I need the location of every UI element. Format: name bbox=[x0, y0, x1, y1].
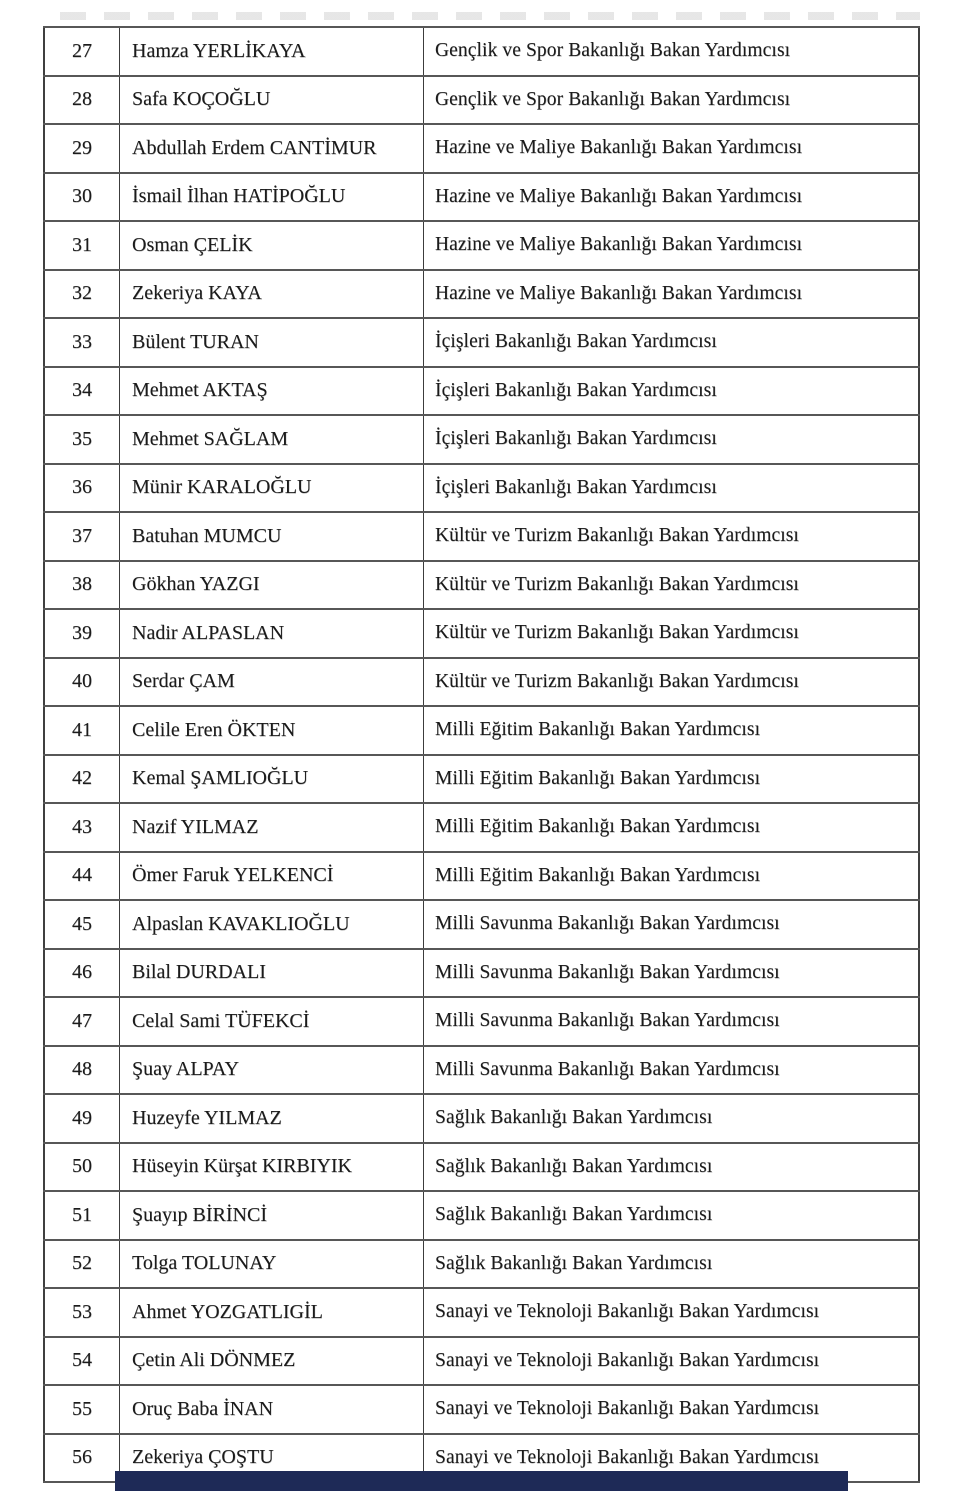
row-number-cell: 43 bbox=[44, 803, 120, 852]
title-cell: Hazine ve Maliye Bakanlığı Bakan Yardımcısı bbox=[424, 173, 920, 222]
title-cell: Gençlik ve Spor Bakanlığı Bakan Yardımcısı bbox=[424, 27, 920, 76]
row-number-cell: 37 bbox=[44, 512, 120, 561]
table-row bbox=[44, 27, 919, 76]
table-row bbox=[44, 173, 919, 222]
title-cell: Kültür ve Turizm Bakanlığı Bakan Yardımcısı bbox=[424, 561, 920, 610]
row-number-cell: 36 bbox=[44, 464, 120, 513]
row-number-cell: 31 bbox=[44, 221, 120, 270]
table-row bbox=[44, 1191, 919, 1240]
name-cell: Mehmet SAĞLAM bbox=[120, 415, 424, 464]
name-cell: Hüseyin Kürşat KIRBIYIK bbox=[120, 1143, 424, 1192]
table-row bbox=[44, 1288, 919, 1337]
row-number-cell: 53 bbox=[44, 1288, 120, 1337]
name-cell: Mehmet AKTAŞ bbox=[120, 367, 424, 416]
name-cell: Zekeriya KAYA bbox=[120, 270, 424, 319]
title-cell: Kültür ve Turizm Bakanlığı Bakan Yardımcısı bbox=[424, 658, 920, 707]
name-cell: Batuhan MUMCU bbox=[120, 512, 424, 561]
row-number-cell: 28 bbox=[44, 76, 120, 125]
name-cell: Abdullah Erdem CANTİMUR bbox=[120, 124, 424, 173]
table-row bbox=[44, 900, 919, 949]
name-cell: Hamza YERLİKAYA bbox=[120, 27, 424, 76]
title-cell: Sanayi ve Teknoloji Bakanlığı Bakan Yardımcısı bbox=[424, 1434, 920, 1483]
table-row bbox=[44, 124, 919, 173]
name-cell: Gökhan YAZGI bbox=[120, 561, 424, 610]
name-cell: Şuayıp BİRİNCİ bbox=[120, 1191, 424, 1240]
name-cell: Nazif YILMAZ bbox=[120, 803, 424, 852]
title-cell: Milli Savunma Bakanlığı Bakan Yardımcısı bbox=[424, 949, 920, 998]
table-row bbox=[44, 1046, 919, 1095]
name-cell: Oruç Baba İNAN bbox=[120, 1385, 424, 1434]
row-number-cell: 50 bbox=[44, 1143, 120, 1192]
title-cell: Gençlik ve Spor Bakanlığı Bakan Yardımcısı bbox=[424, 76, 920, 125]
name-cell: Nadir ALPASLAN bbox=[120, 609, 424, 658]
table-row bbox=[44, 997, 919, 1046]
table-row bbox=[44, 1337, 919, 1386]
table-row bbox=[44, 221, 919, 270]
title-cell: Milli Eğitim Bakanlığı Bakan Yardımcısı bbox=[424, 706, 920, 755]
title-cell: Milli Eğitim Bakanlığı Bakan Yardımcısı bbox=[424, 755, 920, 804]
row-number-cell: 55 bbox=[44, 1385, 120, 1434]
row-number-cell: 40 bbox=[44, 658, 120, 707]
row-number-cell: 56 bbox=[44, 1434, 120, 1483]
name-cell: Osman ÇELİK bbox=[120, 221, 424, 270]
title-cell: Kültür ve Turizm Bakanlığı Bakan Yardımcısı bbox=[424, 512, 920, 561]
name-cell: Çetin Ali DÖNMEZ bbox=[120, 1337, 424, 1386]
table-row bbox=[44, 706, 919, 755]
title-cell: Sanayi ve Teknoloji Bakanlığı Bakan Yardımcısı bbox=[424, 1385, 920, 1434]
title-cell: Sanayi ve Teknoloji Bakanlığı Bakan Yardımcısı bbox=[424, 1337, 920, 1386]
table-row bbox=[44, 367, 919, 416]
table-row bbox=[44, 1143, 919, 1192]
row-number-cell: 54 bbox=[44, 1337, 120, 1386]
row-number-cell: 39 bbox=[44, 609, 120, 658]
title-cell: Sağlık Bakanlığı Bakan Yardımcısı bbox=[424, 1191, 920, 1240]
row-number-cell: 49 bbox=[44, 1094, 120, 1143]
row-number-cell: 30 bbox=[44, 173, 120, 222]
title-cell: İçişleri Bakanlığı Bakan Yardımcısı bbox=[424, 415, 920, 464]
title-cell: Milli Eğitim Bakanlığı Bakan Yardımcısı bbox=[424, 852, 920, 901]
row-number-cell: 34 bbox=[44, 367, 120, 416]
name-cell: Ömer Faruk YELKENCİ bbox=[120, 852, 424, 901]
name-cell: Alpaslan KAVAKLIOĞLU bbox=[120, 900, 424, 949]
title-cell: Milli Savunma Bakanlığı Bakan Yardımcısı bbox=[424, 900, 920, 949]
table-row bbox=[44, 415, 919, 464]
name-cell: Münir KARALOĞLU bbox=[120, 464, 424, 513]
table-row bbox=[44, 803, 919, 852]
name-cell: Celile Eren ÖKTEN bbox=[120, 706, 424, 755]
row-number-cell: 48 bbox=[44, 1046, 120, 1095]
table-row bbox=[44, 658, 919, 707]
table-row bbox=[44, 318, 919, 367]
title-cell: Hazine ve Maliye Bakanlığı Bakan Yardımcısı bbox=[424, 270, 920, 319]
table-row bbox=[44, 1240, 919, 1289]
title-cell: Milli Savunma Bakanlığı Bakan Yardımcısı bbox=[424, 997, 920, 1046]
table-row bbox=[44, 755, 919, 804]
table-body bbox=[44, 27, 919, 1482]
name-cell: Huzeyfe YILMAZ bbox=[120, 1094, 424, 1143]
row-number-cell: 38 bbox=[44, 561, 120, 610]
title-cell: Sanayi ve Teknoloji Bakanlığı Bakan Yardımcısı bbox=[424, 1288, 920, 1337]
table-row bbox=[44, 561, 919, 610]
row-number-cell: 44 bbox=[44, 852, 120, 901]
name-cell: Kemal ŞAMLIOĞLU bbox=[120, 755, 424, 804]
row-number-cell: 32 bbox=[44, 270, 120, 319]
row-number-cell: 47 bbox=[44, 997, 120, 1046]
table-row bbox=[44, 949, 919, 998]
table-row bbox=[44, 609, 919, 658]
row-number-cell: 41 bbox=[44, 706, 120, 755]
name-cell: Serdar ÇAM bbox=[120, 658, 424, 707]
title-cell: Sağlık Bakanlığı Bakan Yardımcısı bbox=[424, 1143, 920, 1192]
name-cell: Celal Sami TÜFEKCİ bbox=[120, 997, 424, 1046]
title-cell: Hazine ve Maliye Bakanlığı Bakan Yardımcısı bbox=[424, 124, 920, 173]
row-number-cell: 42 bbox=[44, 755, 120, 804]
row-number-cell: 51 bbox=[44, 1191, 120, 1240]
name-cell: Şuay ALPAY bbox=[120, 1046, 424, 1095]
table-row bbox=[44, 270, 919, 319]
row-number-cell: 35 bbox=[44, 415, 120, 464]
deputy-ministers-table bbox=[43, 26, 920, 1483]
title-cell: Milli Savunma Bakanlığı Bakan Yardımcısı bbox=[424, 1046, 920, 1095]
row-number-cell: 46 bbox=[44, 949, 120, 998]
name-cell: Safa KOÇOĞLU bbox=[120, 76, 424, 125]
title-cell: Sağlık Bakanlığı Bakan Yardımcısı bbox=[424, 1094, 920, 1143]
title-cell: İçişleri Bakanlığı Bakan Yardımcısı bbox=[424, 464, 920, 513]
name-cell: Bülent TURAN bbox=[120, 318, 424, 367]
table-row bbox=[44, 852, 919, 901]
title-cell: Kültür ve Turizm Bakanlığı Bakan Yardımcısı bbox=[424, 609, 920, 658]
name-cell: İsmail İlhan HATİPOĞLU bbox=[120, 173, 424, 222]
table-row bbox=[44, 1094, 919, 1143]
table-row bbox=[44, 1385, 919, 1434]
table-row bbox=[44, 512, 919, 561]
name-cell: Zekeriya ÇOŞTU bbox=[120, 1434, 424, 1483]
scan-smudge-artifact bbox=[60, 12, 920, 20]
row-number-cell: 52 bbox=[44, 1240, 120, 1289]
title-cell: Hazine ve Maliye Bakanlığı Bakan Yardımcısı bbox=[424, 221, 920, 270]
title-cell: İçişleri Bakanlığı Bakan Yardımcısı bbox=[424, 367, 920, 416]
name-cell: Bilal DURDALI bbox=[120, 949, 424, 998]
title-cell: İçişleri Bakanlığı Bakan Yardımcısı bbox=[424, 318, 920, 367]
title-cell: Milli Eğitim Bakanlığı Bakan Yardımcısı bbox=[424, 803, 920, 852]
row-number-cell: 27 bbox=[44, 27, 120, 76]
table-row bbox=[44, 464, 919, 513]
name-cell: Tolga TOLUNAY bbox=[120, 1240, 424, 1289]
name-cell: Ahmet YOZGATLIGİL bbox=[120, 1288, 424, 1337]
row-number-cell: 29 bbox=[44, 124, 120, 173]
row-number-cell: 33 bbox=[44, 318, 120, 367]
table-row bbox=[44, 76, 919, 125]
row-number-cell: 45 bbox=[44, 900, 120, 949]
title-cell: Sağlık Bakanlığı Bakan Yardımcısı bbox=[424, 1240, 920, 1289]
footer-bar bbox=[115, 1471, 848, 1491]
